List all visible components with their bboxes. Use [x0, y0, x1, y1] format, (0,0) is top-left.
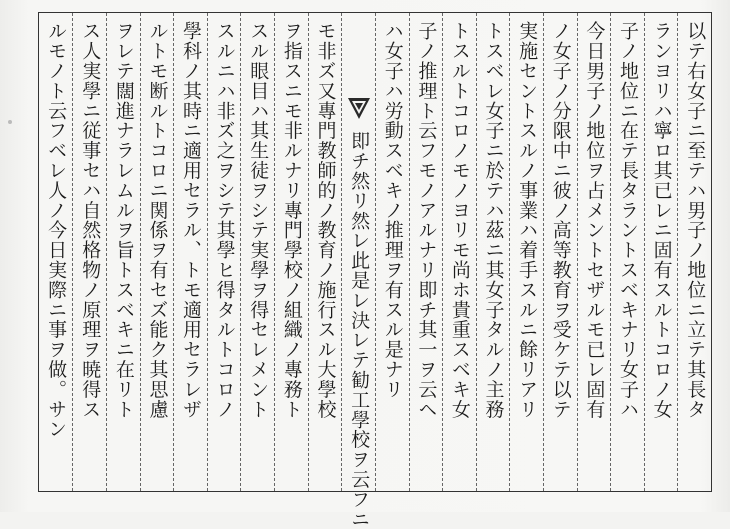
column-text: ルトモ断ルトコロニ関係ヲ有セズ能ク其思慮 [146, 21, 169, 419]
text-column [308, 13, 342, 491]
column-text: ルモノト云フベレ人ノ今日実際ニ事ヲ做。サン [45, 21, 68, 439]
text-column [409, 13, 443, 491]
text-column [207, 13, 241, 491]
rounded-corner-bracket-mark-icon [346, 95, 372, 121]
text-column [140, 13, 174, 491]
text-column [644, 13, 678, 491]
column-text: ヲレテ闊進ナラレムルヲ旨トスベキニ在リト [112, 21, 135, 419]
text-frame [38, 12, 712, 529]
text-column [173, 13, 207, 491]
column-text: トスベレ女子ニ於テハ茲ニ其女子タルノ主務 [482, 21, 505, 419]
text-column [610, 13, 644, 491]
text-column [442, 13, 476, 491]
text-column [577, 13, 611, 491]
column-text: 即チ然リ然レ此是レ決レテ勧工學校ヲ云フニ [348, 131, 371, 529]
column-text: スル眼目ハ其生徒ヲシテ実學ヲ得セレメント [247, 21, 270, 419]
column-text: ハ女子ハ労動スベキノ推理ヲ有スル是ナリ [381, 21, 404, 400]
text-columns [39, 13, 711, 529]
column-text: ノ女子ノ分限中ニ彼ノ高等教育ヲ受ケテ以テ [549, 21, 572, 419]
text-column-with-mark [341, 13, 375, 529]
text-column [509, 13, 543, 491]
margin-speck [8, 120, 12, 124]
text-column [543, 13, 577, 491]
column-text: ス人実學ニ従事セハ自然格物ノ原理ヲ暁得ス [79, 21, 102, 419]
column-text: 學科ノ其時ニ適用セラル、トモ適用セラレザ [180, 21, 203, 419]
column-text: スルニハ非ズ之ヲシテ其學ヒ得タルトコロノ [213, 21, 236, 419]
column-text: 以テ右女子ニ至テハ男子ノ地位ニ立テ其長タ [684, 21, 707, 419]
text-column [375, 13, 409, 491]
text-column [240, 13, 274, 491]
column-text: 子ノ推理ト云フモノアルナリ即チ其一ヲ云ヘ [415, 21, 438, 419]
text-column [274, 13, 308, 491]
text-column [72, 13, 106, 491]
column-text: 今日男子ノ地位ヲ占メントセザルモ已レ固有 [583, 21, 606, 419]
column-text: 実施セントスルノ事業ハ着手スルニ餘リアリ [516, 21, 539, 419]
column-text: ランヨリハ寧ロ其已レニ固有スルトコロノ女 [650, 21, 673, 419]
column-text: トスルトコロノモノヨリモ尚ホ貴重スベキ女 [448, 21, 471, 419]
column-text: 子ノ地位ニ在テ長タラントスベキナリ女子ハ [616, 21, 639, 419]
text-column [677, 13, 711, 491]
column-text: モ非ズ又專門教師的ノ教育ノ施行スル大學校 [314, 21, 337, 419]
text-column [476, 13, 510, 491]
text-column [106, 13, 140, 491]
text-column [39, 13, 73, 491]
column-text: ヲ指スニモ非ルナリ專門學校ノ組織ノ專務ト [280, 21, 303, 419]
